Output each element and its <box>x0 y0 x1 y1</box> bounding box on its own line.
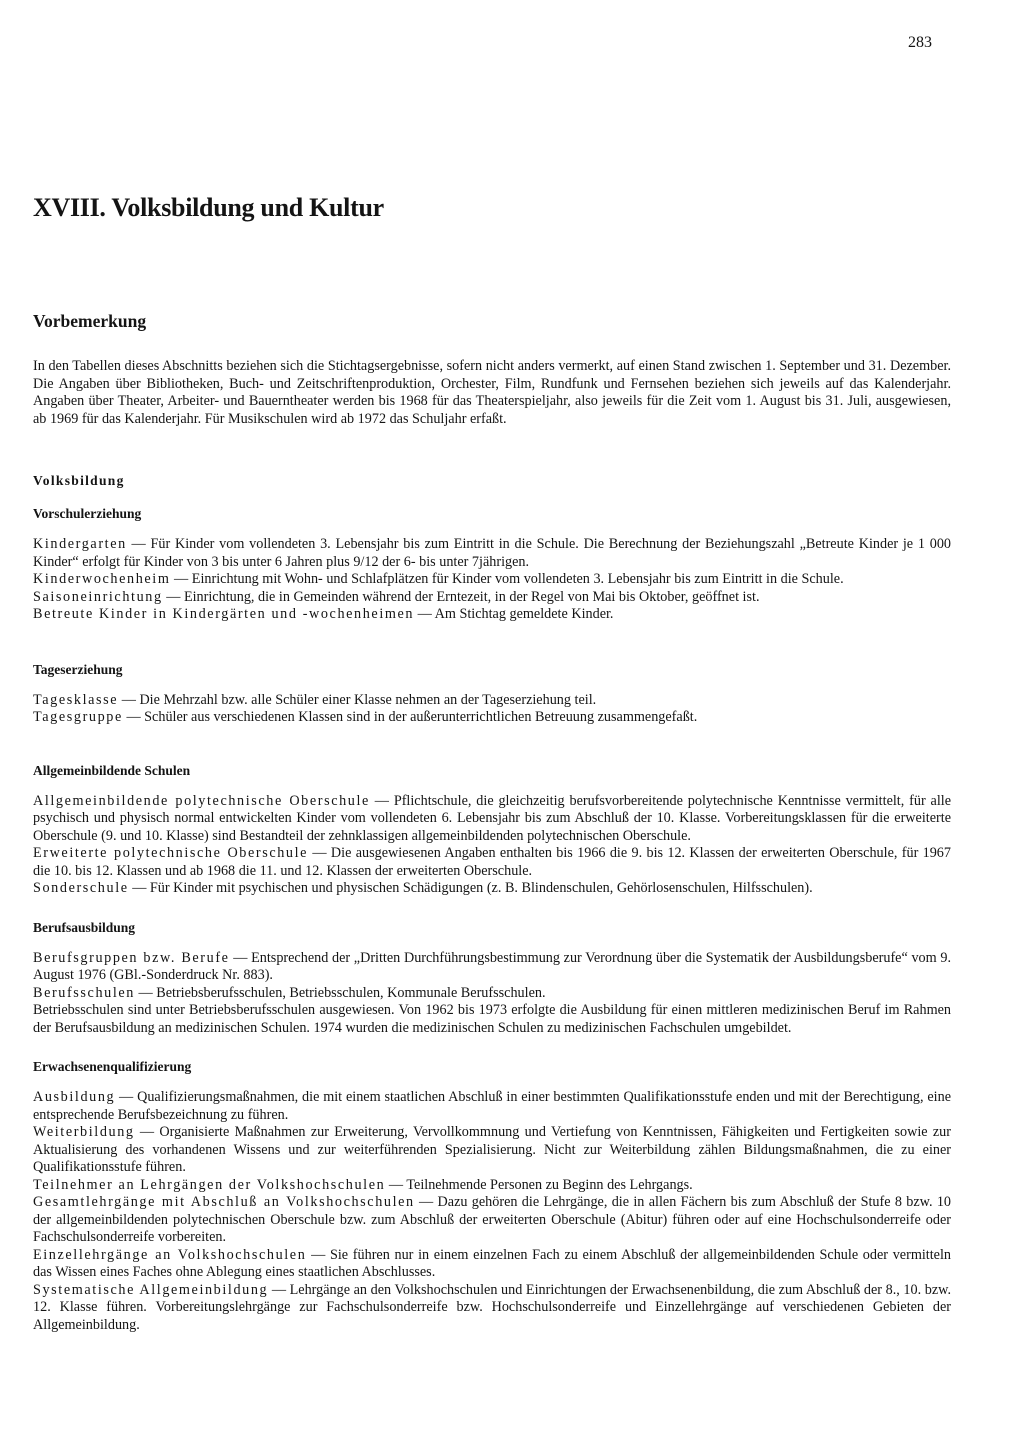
definition-einzellehrgaenge: Einzellehrgänge an Volkshochschulen — Sie führen nur in einem einzelnen Fach zu einem Abschluß der allgemeinbildenden Schule oder vermitteln das Wissen eines Faches ohne Ablegung eines staatlichen Abschlusses. <box>33 1246 952 1280</box>
definition-list <box>33 692 951 727</box>
definition-text: Einrichtung mit Wohn- und Schlafplätzen für Kinder vom vollendeten 3. Lebensjahr bis zum Eintritt in die Schule. <box>191 571 844 587</box>
definition-term: Erweiterte polytechnische Oberschule <box>33 845 309 861</box>
definition-text: Für Kinder mit psychischen und physischen Schädigungen (z. B. Blindenschulen, Gehörlosenschulen, Hilfsschulen). <box>149 880 813 896</box>
definition-term: Ausbildung <box>33 1089 116 1105</box>
definition-erweiterte-oberschule: Erweiterte polytechnische Oberschule — Die ausgewiesenen Angaben enthalten bis 1966 die 9. bis 12. Klassen der erweiterten Oberschule, für 1967 die 10. bis 12. Klassen und ab 1968 die 11. und 12. Klassen der erweiterten Oberschule. <box>33 845 951 879</box>
definition-saisoneinrichtung: Saisoneinrichtung — Einrichtung, die in Gemeinden während der Erntezeit, in der Regel von Mai bis Oktober, geöffnet ist. <box>33 588 760 605</box>
page-number: 283 <box>908 34 932 51</box>
definition-text: Pflichtschule, die gleichzeitig berufsvorbereitende polytechnische Kenntnisse vermittelt, für alle psychisch und physisch normal entwickelten Kinder vom vollendeten 6. Lebensjahr bis zum Abschluß der 10. Klasse. Vorbereitungsklassen für die erweiterte Oberschule (9. und 10. Klasse) sind Bestandteil der zehnklassigen allgemeinbildenden polytechnischen Oberschule. <box>33 792 951 844</box>
definition-term: Gesamtlehrgänge mit Abschluß an Volkshochschulen <box>33 1194 415 1210</box>
definition-text: Sie führen nur in einem einzelnen Fach zu einem Abschluß der allgemeinbildenden Schule oder vermitteln das Wissen eines Faches ohne Ablegung eines staatlichen Abschlusses. <box>33 1246 952 1280</box>
definition-term: Einzellehrgänge an Volkshochschulen <box>33 1246 307 1263</box>
preliminary-heading: Vorbemerkung <box>33 311 147 331</box>
definition-sonderschule: Sonderschule — Für Kinder mit psychischen und physischen Schädigungen (z. B. Blindenschulen, Gehörlosenschulen, Hilfsschulen). <box>33 880 813 896</box>
definition-systematische-allgemeinbildung: Systematische Allgemeinbildung — Lehrgänge an den Volkshochschulen und Einrichtungen der Erwachsenenbildung, die zum Abschluß der 8., 10. bzw. 12. Klasse führen. Vorbereitungslehrgänge zur Fachschulsonderreife bzw. Hochschulsonderreife und Einzellehrgänge auf verschiedenen Gebieten der Allgemeinbildung. <box>33 1281 951 1333</box>
preliminary-text: In den Tabellen dieses Abschnitts beziehen sich die Stichtagsergebnisse, sofern nicht anders vermerkt, auf einen Stand zwischen 1. September und 31. Dezember. Die Angaben über Bibliotheken, Buch- und Zeitschriftenproduktion, Orchester, Film, Rundfunk und Fernsehen beziehen sich jeweils auf das Kalenderjahr. Angaben über Theater, Arbeiter- und Bauerntheater werden bis 1968 für das Theaterspieljahr, also jeweils für die Zeit vom 1. August bis 31. Juli, ausgewiesen, ab 1969 für das Kalenderjahr. Für Musikschulen wird ab 1972 das Schuljahr erfaßt. <box>33 358 951 427</box>
definition-term: Systematische Allgemeinbildung <box>33 1281 269 1298</box>
definition-text: Betriebsberufsschulen, Betriebsschulen, Kommunale Berufsschulen. <box>156 984 546 1001</box>
definition-tagesklasse: Tagesklasse — Die Mehrzahl bzw. alle Schüler einer Klasse nehmen an der Tageserziehung teil. <box>33 691 597 708</box>
definition-term: Weiterbildung <box>33 1124 135 1140</box>
definition-text: Entsprechend der „Dritten Durchführungsbestimmung zur Verordnung über die Systematik der Ausbildungsberufe“ vom 9. August 1976 (GBl.-Sonderdruck Nr. 883). <box>33 949 951 983</box>
section-erwachsenenqualifizierung <box>33 1059 951 1334</box>
definition-text: Am Stichtag gemeldete Kinder. <box>434 606 614 622</box>
definition-teilnehmer: Teilnehmer an Lehrgängen der Volkshochschulen — Teilnehmende Personen zu Beginn des Lehrgangs. <box>33 1176 693 1193</box>
berufsausbildung-note: Betriebsschulen sind unter Betriebsberufsschulen ausgewiesen. Von 1962 bis 1973 erfolgte die Ausbildung für einen mittleren medizinischen Beruf im Rahmen der Berufsausbildung an medizinischen Schulen. 1974 wurden die medizinischen Schulen zu medizinischen Fachschulen umgebildet. <box>33 1002 951 1036</box>
definition-term: Sonderschule <box>33 880 129 896</box>
definition-text: Einrichtung, die in Gemeinden während der Erntezeit, in der Regel von Mai bis Oktober, geöffnet ist. <box>183 588 760 605</box>
chapter-title: XVIII. Volksbildung und Kultur <box>33 193 384 222</box>
definition-term: Berufsgruppen bzw. Berufe <box>33 949 230 966</box>
definition-betreute-kinder: Betreute Kinder in Kindergärten und -wochenheimen — Am Stichtag gemeldete Kinder. <box>33 606 614 622</box>
definition-term: Allgemeinbildende polytechnische Oberschule <box>33 792 370 809</box>
definition-list <box>33 1089 951 1334</box>
section-heading: Erwachsenenqualifizierung <box>33 1059 192 1074</box>
definition-gesamtlehrgaenge: Gesamtlehrgänge mit Abschluß an Volkshochschulen — Dazu gehören die Lehrgänge, die in allen Fächern bis zum Abschluß der Stufe 8 bzw. 10 der allgemeinbildenden polytechnischen Oberschule bzw. zum Abschluß der erweiterten Oberschule (Abitur) führen oder auf eine Hochschulsonderreife oder Fachschulsonderreife vorbereiten. <box>33 1194 952 1245</box>
definition-term: Teilnehmer an Lehrgängen der Volkshochschulen <box>33 1176 386 1193</box>
definition-text: Lehrgänge an den Volkshochschulen und Einrichtungen der Erwachsenenbildung, die zum Abschluß der 8., 10. bzw. 12. Klasse führen. Vorbereitungslehrgänge zur Fachschulsonderreife bzw. Hochschulsonderreife und Einzellehrgänge auf verschiedenen Gebieten der Allgemeinbildung. <box>33 1281 951 1333</box>
definition-text: Dazu gehören die Lehrgänge, die in allen Fächern bis zum Abschluß der Stufe 8 bzw. 10 der allgemeinbildenden polytechnischen Oberschule bzw. zum Abschluß der erweiterten Oberschule (Abitur) führen oder auf eine Hochschulsonderreife oder Fachschulsonderreife vorbereiten. <box>33 1194 952 1245</box>
volksbildung-heading: Volksbildung <box>33 473 125 488</box>
definition-term: Betreute Kinder in Kindergärten und -wochenheimen <box>33 606 415 622</box>
definition-kindergarten: Kindergarten — Für Kinder vom vollendeten 3. Lebensjahr bis zum Eintritt in die Schule. Die Berechnung der Beziehungszahl „Betreute Kinder je 1 000 Kinder“ erfolgt für Kinder von 3 bis unter 6 Jahren plus 9/12 der 6- bis unter 7jährigen. <box>33 536 952 570</box>
section-tageserziehung <box>33 662 951 727</box>
definition-text: Qualifizierungsmaßnahmen, die mit einem staatlichen Abschluß in einer bestimmten Qualifikationsstufe enden und mit der Berechtigung, eine entsprechende Berufsbezeichnung zu führen. <box>33 1089 952 1123</box>
definition-text: Teilnehmende Personen zu Beginn des Lehrgangs. <box>406 1176 693 1193</box>
section-heading: Tageserziehung <box>33 661 123 677</box>
definition-ausbildung: Ausbildung — Qualifizierungsmaßnahmen, die mit einem staatlichen Abschluß in einer bestimmten Qualifikationsstufe enden und mit der Berechtigung, eine entsprechende Berufsbezeichnung zu führen. <box>33 1089 952 1123</box>
definition-text: Organisierte Maßnahmen zur Erweiterung, Vervollkommnung und Vertiefung von Kenntnissen, Fähigkeiten und Fertigkeiten sowie zur Aktualisierung des vorhandenen Wissens und zur weiterführenden Spezialisierung. Nicht zur Weiterbildung zählen Bildungsmaßnahmen, die zu einer Qualifikationsstufe führen. <box>33 1124 951 1175</box>
section-berufsausbildung <box>33 920 951 1038</box>
definition-weiterbildung: Weiterbildung — Organisierte Maßnahmen zur Erweiterung, Vervollkommnung und Vertiefung von Kenntnissen, Fähigkeiten und Fertigkeiten sowie zur Aktualisierung des vorhandenen Wissens und zur weiterführenden Spezialisierung. Nicht zur Weiterbildung zählen Bildungsmaßnahmen, die zu einer Qualifikationsstufe führen. <box>33 1124 951 1175</box>
definition-text: Die Mehrzahl bzw. alle Schüler einer Klasse nehmen an der Tageserziehung teil. <box>139 691 597 708</box>
definition-text: Schüler aus verschiedenen Klassen sind in der außerunterrichtlichen Betreuung zusammengefaßt. <box>144 709 698 725</box>
definition-term: Tagesgruppe <box>33 709 123 725</box>
definition-berufsschulen: Berufsschulen — Betriebsberufsschulen, Betriebsschulen, Kommunale Berufsschulen. <box>33 984 546 1001</box>
definition-tagesgruppe: Tagesgruppe — Schüler aus verschiedenen Klassen sind in der außerunterrichtlichen Betreuung zusammengefaßt. <box>33 709 698 725</box>
definition-text: Für Kinder vom vollendeten 3. Lebensjahr bis zum Eintritt in die Schule. Die Berechnung der Beziehungszahl „Betreute Kinder je 1 000 Kinder“ erfolgt für Kinder von 3 bis unter 6 Jahren plus 9/12 der 6- bis unter 7jährigen. <box>33 536 952 570</box>
section-heading: Allgemeinbildende Schulen <box>33 762 191 778</box>
volksbildung-section <box>33 473 951 1334</box>
definition-list <box>33 950 951 1038</box>
definition-list <box>33 793 951 898</box>
definition-text: Die ausgewiesenen Angaben enthalten bis 1966 die 9. bis 12. Klassen der erweiterten Oberschule, für 1967 die 10. bis 12. Klassen und ab 1968 die 11. und 12. Klassen der erweiterten Oberschule. <box>33 845 951 879</box>
definition-term: Kindergarten <box>33 536 127 552</box>
definition-list <box>33 536 951 624</box>
definition-term: Saisoneinrichtung <box>33 588 163 605</box>
section-allgemeinbildende-schulen <box>33 763 951 898</box>
section-heading: Berufsausbildung <box>33 919 136 935</box>
definition-berufsgruppen: Berufsgruppen bzw. Berufe — Entsprechend der „Dritten Durchführungsbestimmung zur Verordnung über die Systematik der Ausbildungsberufe“ vom 9. August 1976 (GBl.-Sonderdruck Nr. 883). <box>33 949 951 983</box>
definition-term: Kinderwochenheim <box>33 571 171 587</box>
definition-term: Berufsschulen <box>33 984 135 1001</box>
definition-polytechnische-oberschule: Allgemeinbildende polytechnische Oberschule — Pflichtschule, die gleichzeitig berufsvorbereitende polytechnische Kenntnisse vermittelt, für alle psychisch und physisch normal entwickelten Kinder vom vollendeten 6. Lebensjahr bis zum Abschluß der 10. Klasse. Vorbereitungsklassen für die erweiterte Oberschule (9. und 10. Klasse) sind Bestandteil der zehnklassigen allgemeinbildenden polytechnischen Oberschule. <box>33 792 951 844</box>
definition-term: Tagesklasse <box>33 691 119 708</box>
section-vorschulerziehung <box>33 506 951 624</box>
definition-kinderwochenheim: Kinderwochenheim — Einrichtung mit Wohn- und Schlafplätzen für Kinder vom vollendeten 3. Lebensjahr bis zum Eintritt in die Schule. <box>33 571 844 587</box>
section-heading: Vorschulerziehung <box>33 506 142 521</box>
